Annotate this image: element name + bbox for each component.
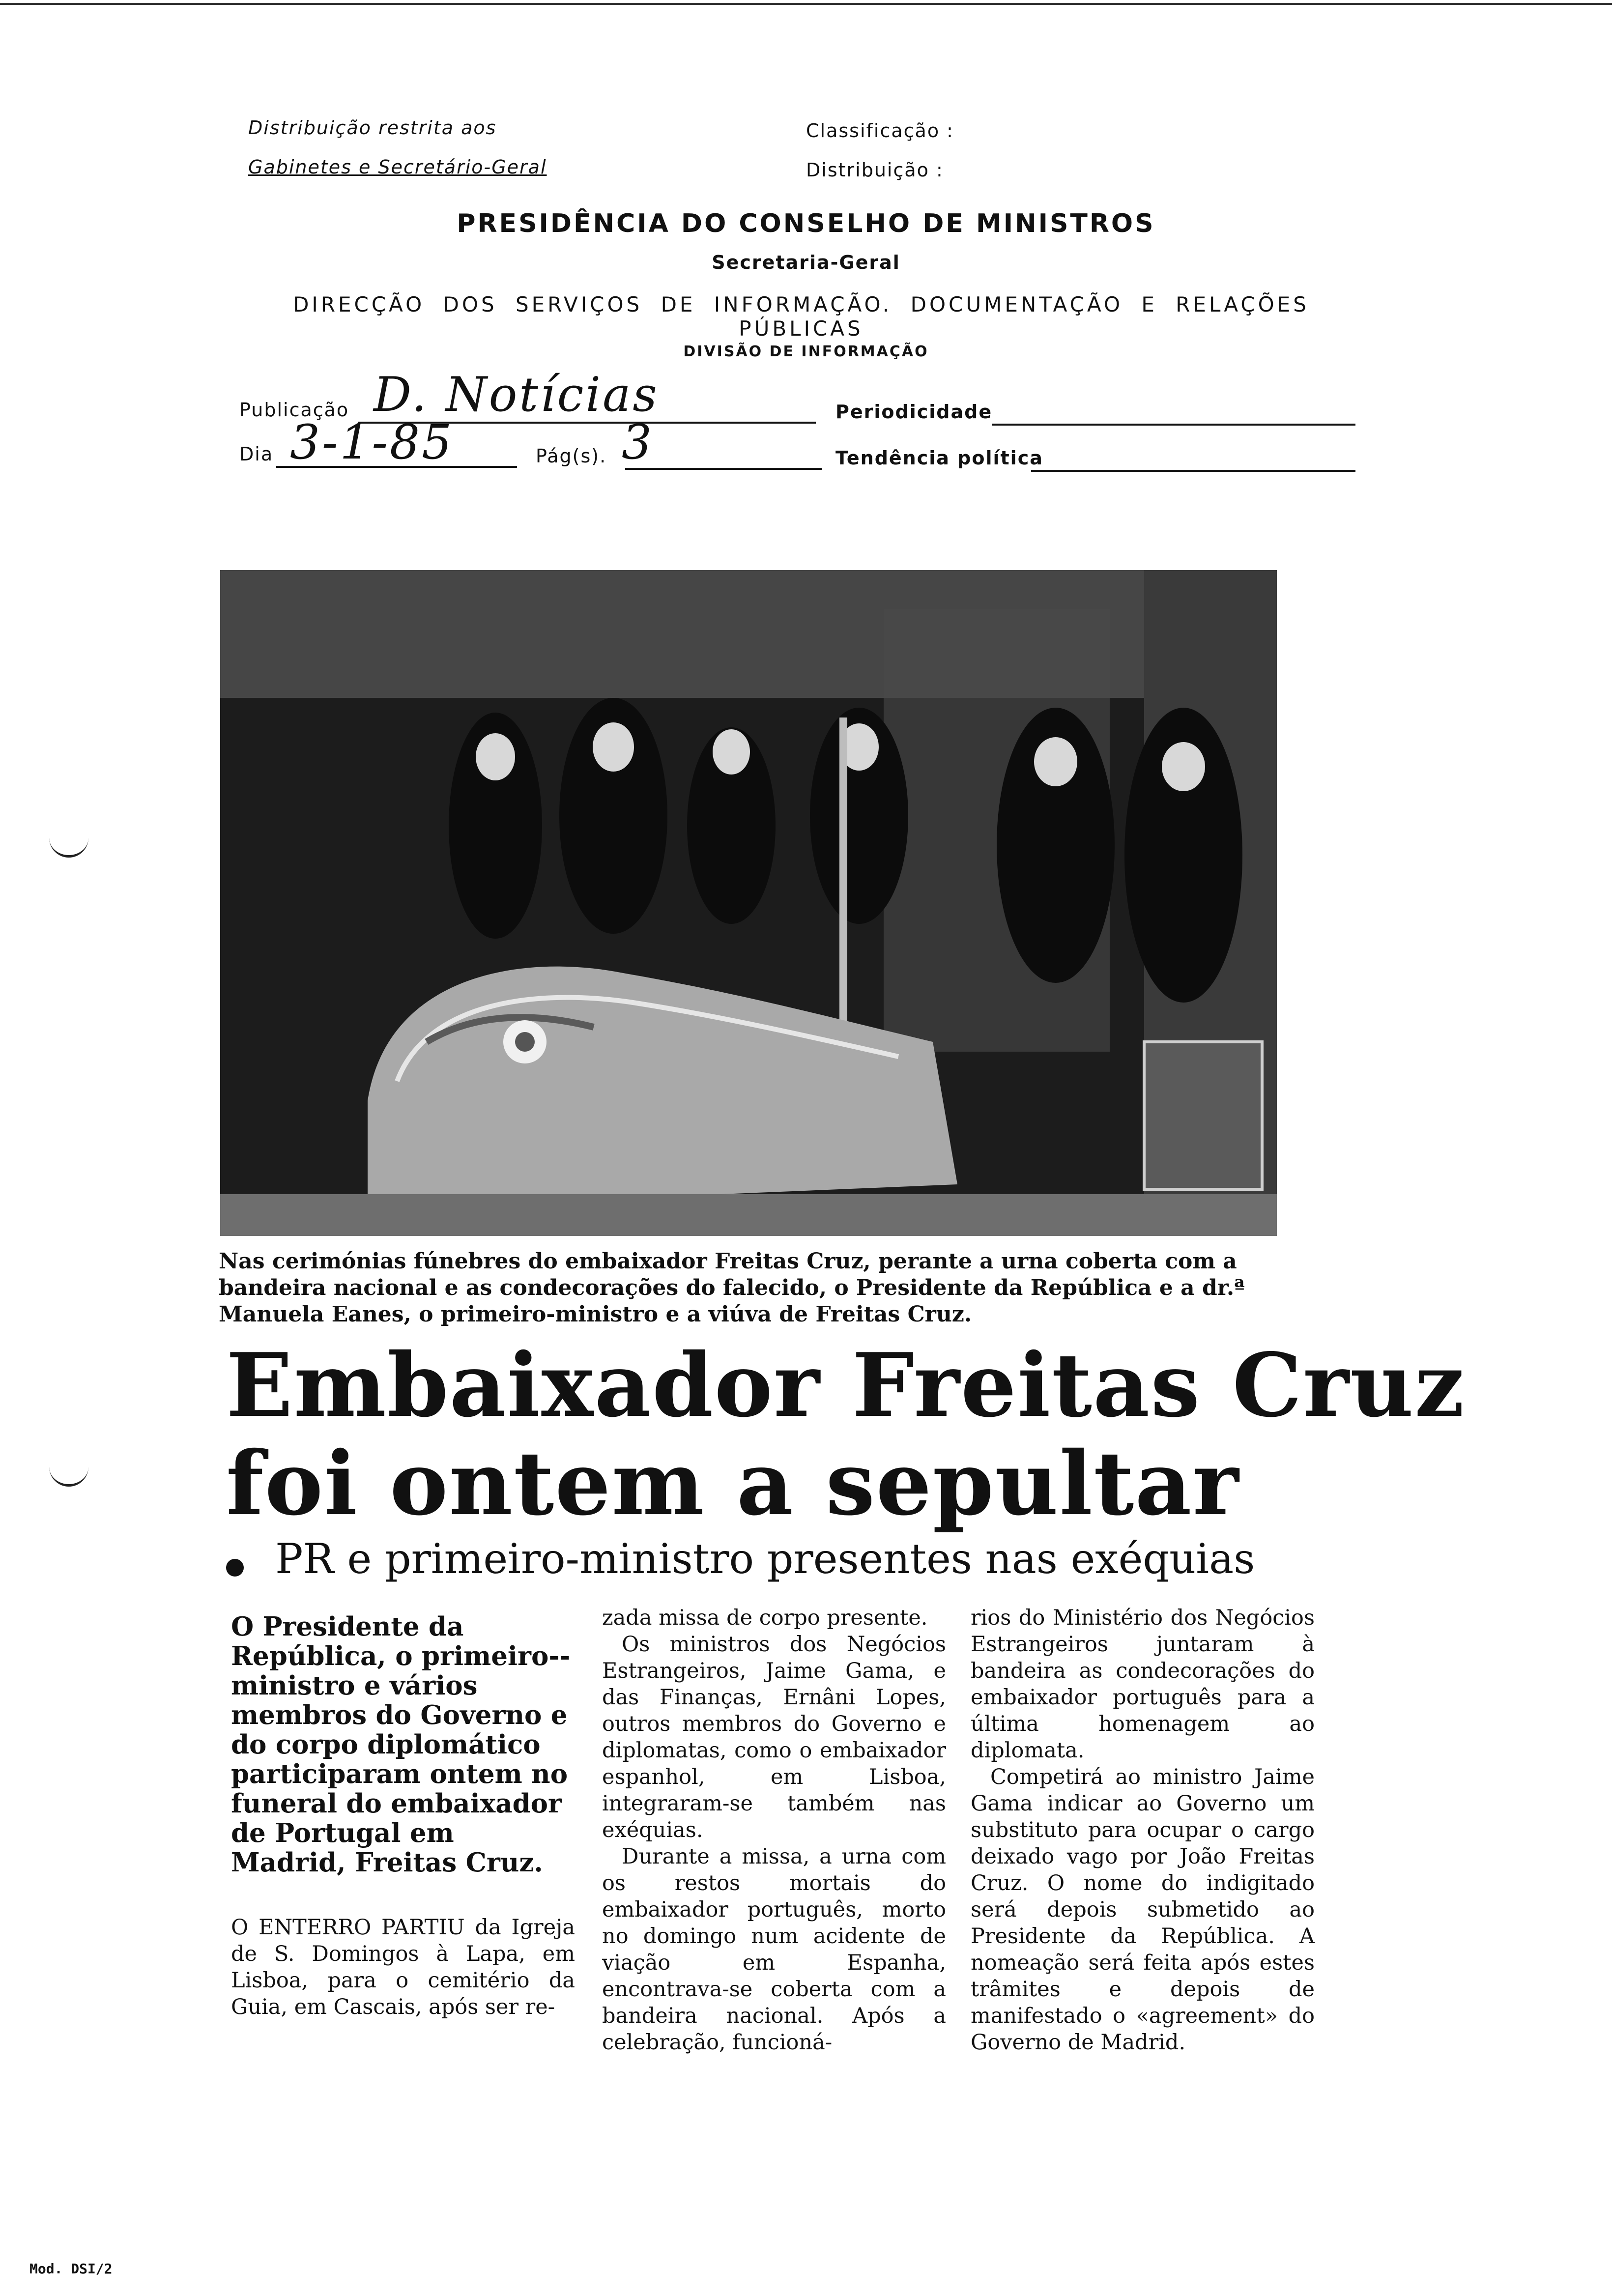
pags-value: 3 [622,415,654,470]
col2-paragraph: Os ministros dos Negócios Estrangeiros, Jaime Gama, e das Finanças, Ernâni Lopes, outros membros do Governo e diplomatas, como o embaixador espanhol, em Lisboa, integraram-se também nas exéquias. [602,1632,946,1842]
dia-value: 3-1-85 [290,415,454,470]
subhead: PR e primeiro-ministro presentes nas exéquias [275,1535,1255,1583]
presidencia-title: PRESIDÊNCIA DO CONSELHO DE MINISTROS [457,209,1155,238]
headline-line1: Embaixador Freitas Cruz [226,1334,1466,1436]
publicacao-value: D. Notícias [374,367,659,422]
dia-label: Dia [239,443,274,465]
funeral-photo [220,570,1277,1236]
pags-line [625,468,822,470]
direccao-servicos: DIRECÇÃO DOS SERVIÇOS DE INFORMAÇÃO. DOCUMENTAÇÃO E RELAÇÕES PÚBLICAS [293,292,1309,341]
distribution-note-line1: Distribuição restrita aos [248,117,497,139]
tendencia-label: Tendência política [835,447,1043,469]
col3-body [971,1605,1315,2056]
col3-paragraph: Competirá ao ministro Jaime Gama indicar ao Governo um substituto para ocupar o cargo deixado vago por João Freitas Cruz. O nome do indigitado será depois submetido ao Presidente da República. A nomeação será feita após estes trâmites e depois de manifestado o «agreement» do Governo de Madrid. [971,1765,1315,2055]
col1-body: O ENTERRO PARTIU da Igreja de S. Domingos à Lapa, em Lisboa, para o cemitério da Guia, em Cascais, após ser re- [231,1915,575,2019]
col2-paragraph: zada missa de corpo presente. [602,1606,928,1630]
divisao-informacao: DIVISÃO DE INFORMAÇÃO [683,343,929,360]
bullet-icon [226,1559,244,1577]
form-code: Mod. DSI/2 [29,2261,113,2277]
distribuicao-label: Distribuição : [806,159,944,181]
tendencia-line [1031,470,1355,472]
photo-caption: Nas cerimónias fúnebres do embaixador Freitas Cruz, perante a urna coberta com a bandeira nacional e as condecorações do falecido, o Presidente da República e a dr.ª Manuela Eanes, o primeiro-ministro e a viúva de Freitas Cruz. [219,1249,1245,1327]
margin-mark [49,1464,88,1487]
classificacao-label: Classificação : [806,120,954,142]
secretaria-geral: Secretaria-Geral [712,252,900,273]
periodicidade-label: Periodicidade [835,401,993,423]
distribution-note-line2: Gabinetes e Secretário-Geral [248,156,547,178]
col2-body [602,1605,946,2056]
margin-mark [49,835,88,858]
periodicidade-line [992,424,1355,426]
lead-paragraph: O Presidente da República, o primeiro--ministro e vários membros do Governo e do corpo diplomático participaram ontem no funeral do embaixador de Portugal em Madrid, Freitas Cruz. [231,1611,571,1878]
col3-paragraph: rios do Ministério dos Negócios Estrangeiros juntaram à bandeira as condecorações do embaixador português para a última homenagem ao diplomata. [971,1606,1315,1763]
pags-label: Pág(s). [536,445,607,467]
publicacao-label: Publicação [239,399,349,421]
col2-paragraph: Durante a missa, a urna com os restos mortais do embaixador português, morto no domingo num acidente de viação em Espanha, encontrava-se coberta com a bandeira nacional. Após a celebração, funcioná- [602,1844,946,2055]
top-border [0,3,1612,5]
headline-line2: foi ontem a sepultar [226,1432,1240,1535]
